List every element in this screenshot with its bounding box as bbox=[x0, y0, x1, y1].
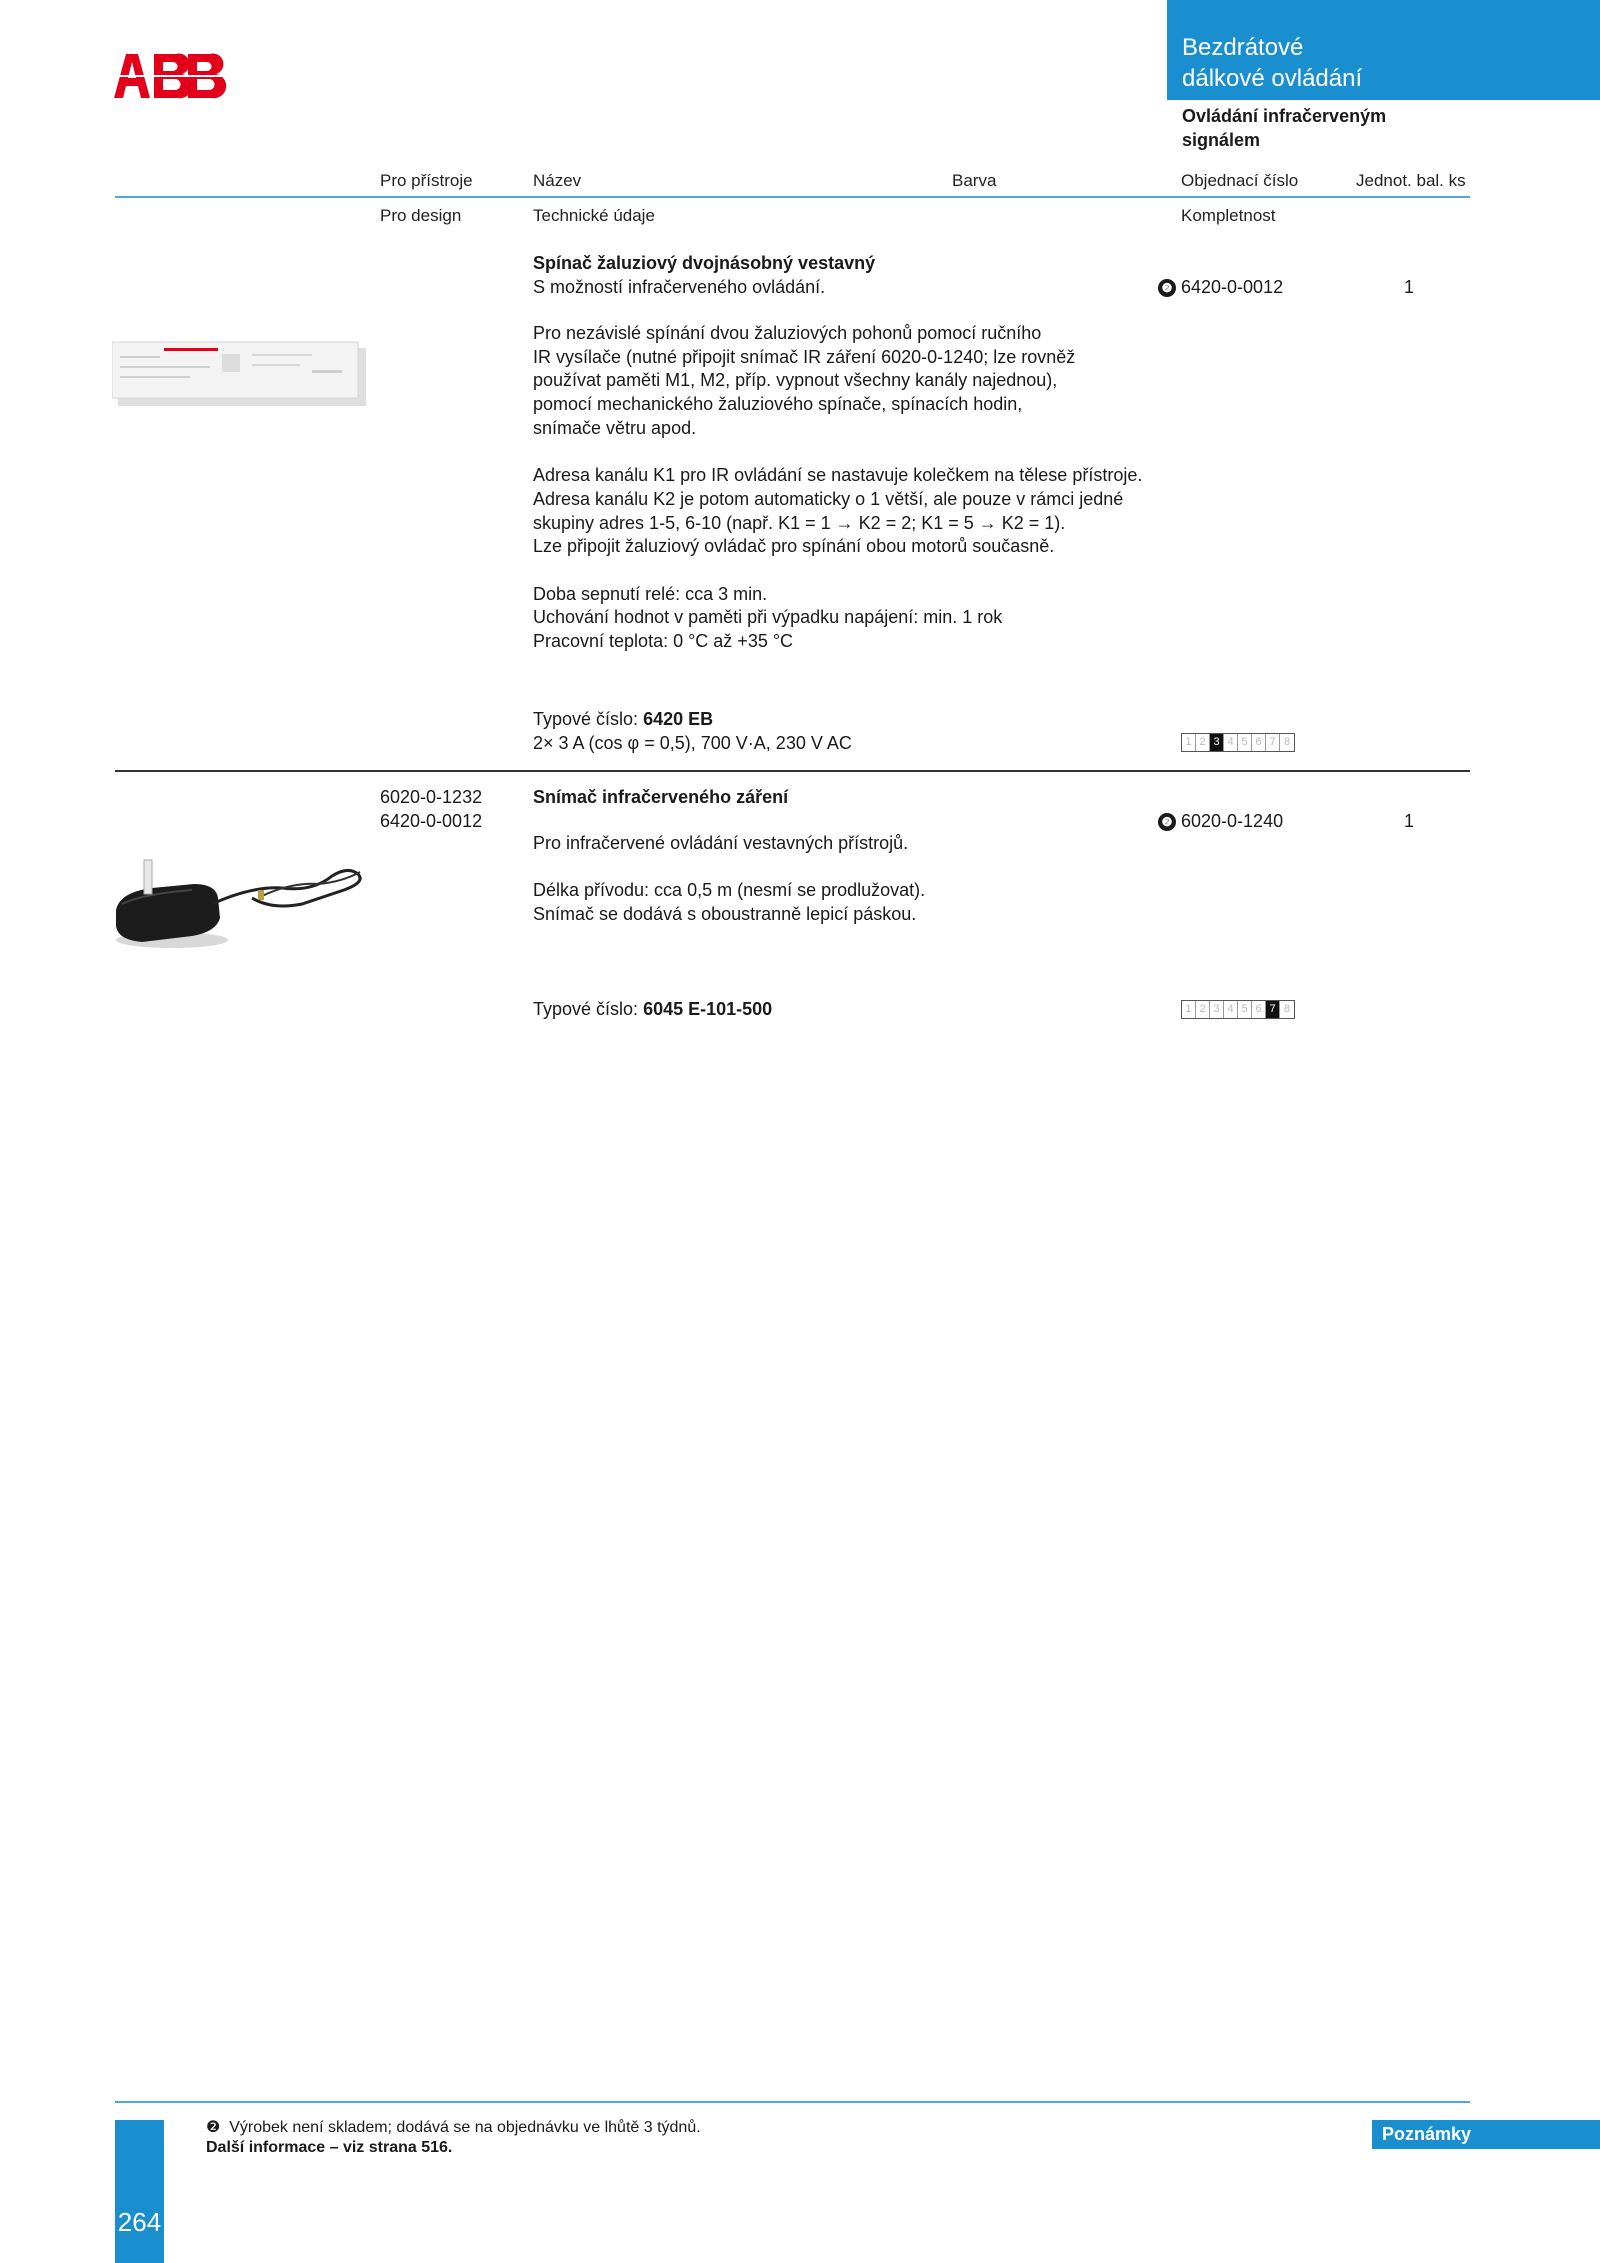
series-box: 6 bbox=[1252, 1001, 1266, 1018]
note-text: Výrobek není skladem; dodává se na objednávku ve lhůtě 3 týdnů. bbox=[229, 2119, 701, 2136]
type-label: Typové číslo: bbox=[533, 709, 644, 729]
series-box: 4 bbox=[1224, 734, 1238, 751]
product2-description bbox=[533, 832, 925, 927]
desc-line: Snímač se dodává s oboustranně lepicí páskou. bbox=[533, 904, 917, 925]
desc-line: Uchování hodnot v paměti při výpadku napájení: min. 1 rok bbox=[533, 607, 1003, 628]
desc-line: skupiny adres 1-5, 6-10 (např. K1 = 1 → K2 = 2; K1 = 5 → K2 = 1). bbox=[533, 512, 1066, 533]
series-box: 7 bbox=[1266, 1001, 1280, 1018]
header-pro-pristroje: Pro přístroje bbox=[380, 171, 473, 190]
product1-order-mark: ❷ bbox=[1158, 279, 1176, 297]
product2-type-line bbox=[533, 997, 772, 1021]
series-box: 6 bbox=[1252, 734, 1266, 751]
subsection-line2: signálem bbox=[1182, 130, 1261, 150]
desc-line: Doba sepnutí relé: cca 3 min. bbox=[533, 583, 768, 604]
notes-tab[interactable]: Poznámky bbox=[1372, 2120, 1600, 2149]
series-box: 8 bbox=[1283, 1003, 1291, 1015]
desc-line: Adresa kanálu K1 pro IR ovládání se nastavuje kolečkem na tělese přístroje. bbox=[533, 465, 1143, 486]
header-technicke-udaje: Technické údaje bbox=[533, 206, 655, 225]
desc-line: Adresa kanálu K2 je potom automaticky o 1 větší, ale pouze v rámci jedné bbox=[533, 488, 1124, 509]
product-divider bbox=[115, 770, 1470, 772]
desc-line: Pro nezávislé spínání dvou žaluziových pohonů pomocí ručního bbox=[533, 323, 1042, 343]
header-jednot: Jednot. bal. ks bbox=[1356, 171, 1466, 190]
desc-gap bbox=[533, 559, 1142, 583]
series-box: 5 bbox=[1238, 734, 1252, 751]
product-image-blind-switch bbox=[112, 340, 370, 410]
desc-gap bbox=[533, 441, 1142, 465]
subsection-line1: Ovládání infračerveným bbox=[1182, 106, 1387, 126]
header-nazev: Název bbox=[533, 171, 582, 190]
desc-line: pomocí mechanického žaluziového spínače, spínacích hodin, bbox=[533, 394, 1023, 415]
type-number: 6420 EB bbox=[643, 709, 714, 729]
type-label: Typové číslo: bbox=[533, 999, 644, 1019]
series-box: 2 bbox=[1196, 734, 1210, 751]
series-box: 7 bbox=[1266, 734, 1280, 751]
section-title bbox=[1182, 32, 1362, 94]
abb-logo bbox=[112, 52, 228, 100]
page-number: 264 bbox=[117, 2207, 162, 2237]
desc-line: Pracovní teplota: 0 °C až +35 °C bbox=[533, 631, 794, 652]
series-box: 3 bbox=[1210, 734, 1224, 751]
type-number: 6045 E-101-500 bbox=[643, 999, 773, 1019]
footer-divider bbox=[115, 2101, 1470, 2103]
footer-more-info: Další informace – viz strana 516. bbox=[206, 2139, 453, 2156]
product-image-ir-sensor bbox=[112, 852, 374, 952]
product1-description bbox=[533, 322, 1142, 654]
product1-pack-qty: 1 bbox=[1404, 277, 1415, 297]
note-mark: ❷ bbox=[206, 2119, 221, 2136]
header-divider bbox=[115, 196, 1470, 198]
series-box: 3 bbox=[1210, 1001, 1224, 1018]
page-number-strip bbox=[115, 2120, 164, 2263]
series-box: 8 bbox=[1283, 736, 1291, 748]
series-box: 1 bbox=[1182, 734, 1196, 751]
desc-line: Lze připojit žaluziový ovládač pro spínání obou motorů současně. bbox=[533, 536, 1055, 557]
footer-note bbox=[206, 2117, 701, 2138]
series-box: 2 bbox=[1196, 1001, 1210, 1018]
product1-type-line bbox=[533, 707, 713, 731]
product1-subtitle: S možností infračerveného ovládání. bbox=[533, 277, 826, 297]
product2-for-device-1: 6020-0-1232 bbox=[380, 787, 483, 807]
desc-line: Délka přívodu: cca 0,5 m (nesmí se prodlužovat). bbox=[533, 880, 926, 901]
product1-order-number: 6420-0-0012 bbox=[1181, 277, 1284, 297]
section-title-line1: Bezdrátové bbox=[1182, 34, 1304, 61]
product2-series-boxes bbox=[1181, 1000, 1295, 1019]
desc-line: snímače větru apod. bbox=[533, 417, 697, 438]
product2-order-mark: ❷ bbox=[1158, 813, 1176, 831]
product1-series-boxes bbox=[1181, 733, 1295, 752]
product2-name: Snímač infračerveného záření bbox=[533, 787, 789, 807]
product2-for-device-2: 6420-0-0012 bbox=[380, 811, 483, 831]
product2-order-number: 6020-0-1240 bbox=[1181, 811, 1284, 831]
subsection-title bbox=[1182, 104, 1386, 152]
series-box: 1 bbox=[1182, 1001, 1196, 1018]
header-objednaci-cislo: Objednací číslo bbox=[1181, 171, 1299, 190]
product1-name: Spínač žaluziový dvojnásobný vestavný bbox=[533, 253, 876, 273]
series-box: 4 bbox=[1224, 1001, 1238, 1018]
product1-rating: 2× 3 A (cos φ = 0,5), 700 V·A, 230 V AC bbox=[533, 733, 852, 753]
header-kompletnost: Kompletnost bbox=[1181, 206, 1276, 225]
desc-gap bbox=[533, 856, 925, 880]
desc-line: IR vysílače (nutné připojit snímač IR záření 6020-0-1240; lze rovněž bbox=[533, 346, 1076, 367]
desc-line: Pro infračervené ovládání vestavných přístrojů. bbox=[533, 833, 909, 853]
product2-pack-qty: 1 bbox=[1404, 811, 1415, 831]
series-box: 5 bbox=[1238, 1001, 1252, 1018]
header-pro-design: Pro design bbox=[380, 206, 462, 225]
section-title-line2: dálkové ovládání bbox=[1182, 65, 1363, 92]
header-barva: Barva bbox=[952, 171, 997, 190]
desc-line: používat paměti M1, M2, příp. vypnout všechny kanály najednou), bbox=[533, 370, 1058, 391]
